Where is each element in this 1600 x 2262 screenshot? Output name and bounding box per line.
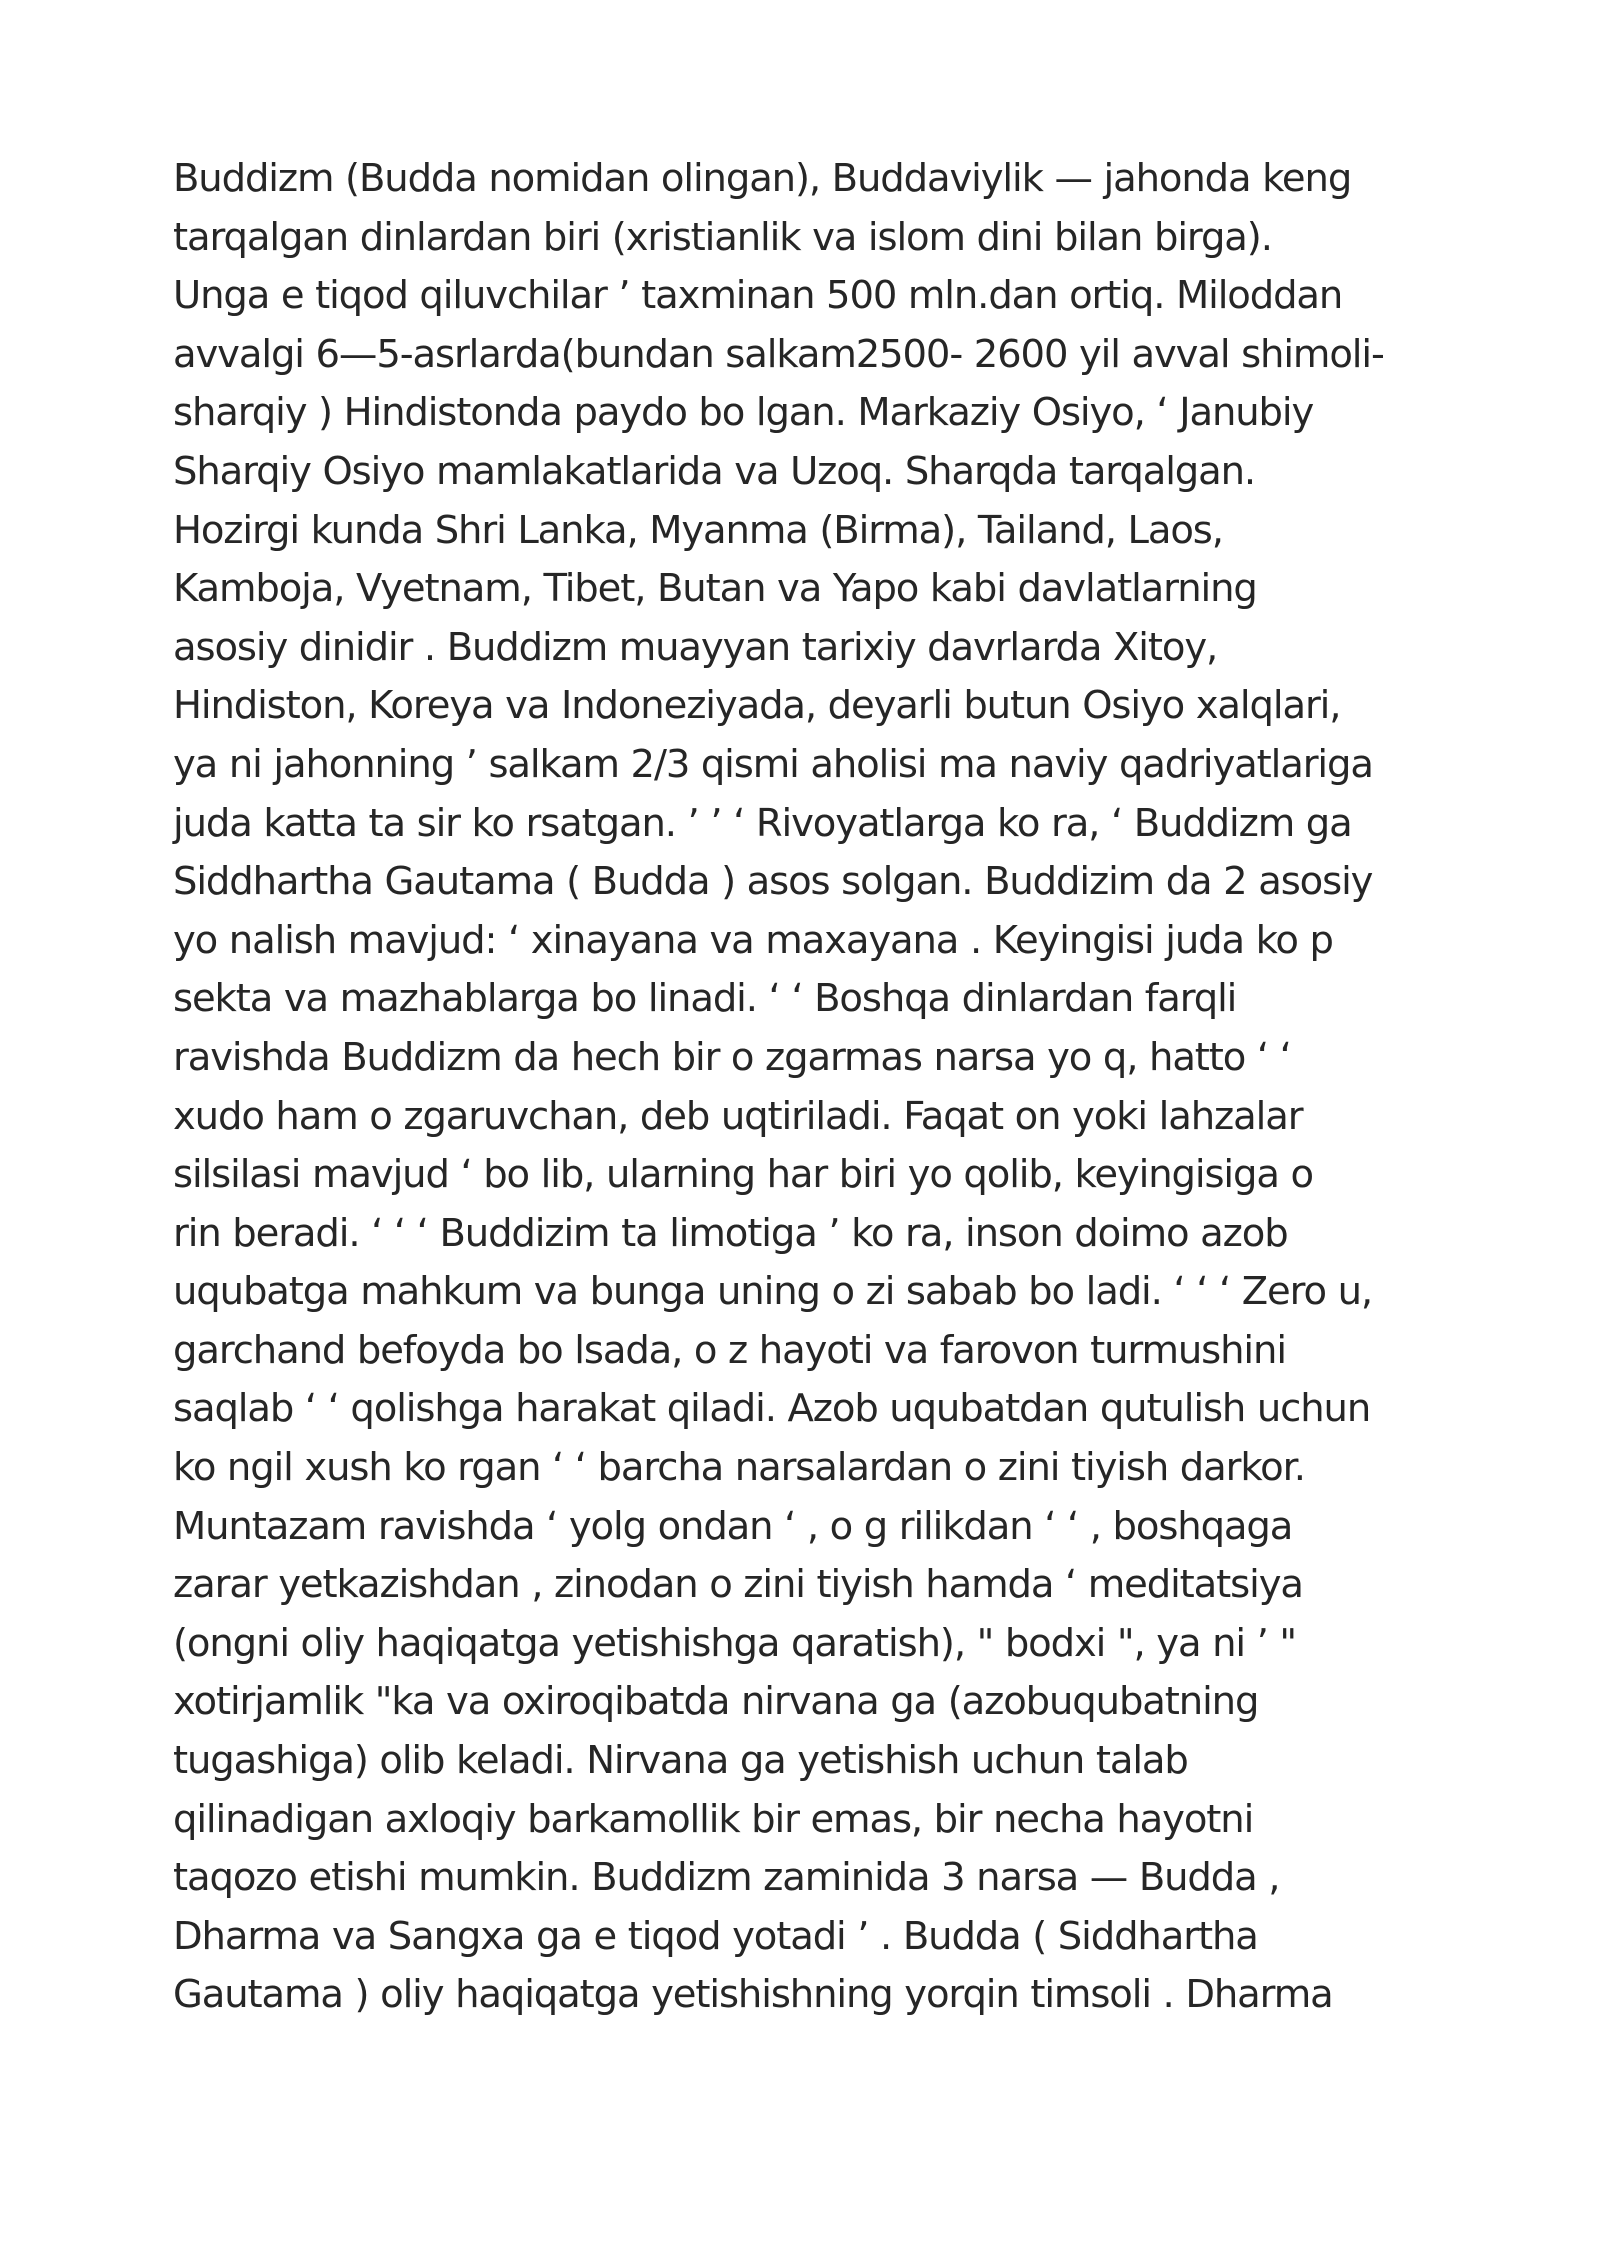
text-line: Sharqiy Osiyo mamlakatlarida va Uzoq. Sharqda tarqalgan. (173, 448, 1256, 494)
text-line: Dharma va Sangxa ga e tiqod yotadi ’ . Budda ( Siddhartha (173, 1913, 1258, 1959)
text-line: ya ni jahonning ’ salkam 2/3 qismi aholisi ma naviy qadriyatlariga (173, 741, 1373, 787)
text-line: rin beradi. ‘ ‘ ‘ Buddizim ta limotiga ’ ko ra, inson doimo azob (173, 1210, 1288, 1256)
text-line: juda katta ta sir ko rsatgan. ’ ’ ‘ Rivoyatlarga ko ra, ‘ Buddizm ga (173, 800, 1352, 846)
text-line: xotirjamlik "ka va oxiroqibatda nirvana ga (azobuqubatning (173, 1679, 1259, 1725)
text-line: taqozo etishi mumkin. Buddizm zaminida 3 narsa — Budda , (173, 1855, 1280, 1901)
text-line: sharqiy ) Hindistonda paydo bo lgan. Markaziy Osiyo, ‘ Janubiy (173, 390, 1314, 436)
text-line: Buddizm (Budda nomidan olingan), Buddaviylik — jahonda keng (173, 156, 1352, 201)
text-line: uqubatga mahkum va bunga uning o zi sabab bo ladi. ‘ ‘ ‘ Zero u, (173, 1269, 1373, 1315)
text-line: ravishda Buddizm da hech bir o zgarmas narsa yo q, hatto ‘ ‘ (173, 1034, 1291, 1080)
text-line: xudo ham o zgaruvchan, deb uqtiriladi. Faqat on yoki lahzalar (173, 1093, 1303, 1139)
text-line: asosiy dinidir . Buddizm muayyan tarixiy davrlarda Xitoy, (173, 624, 1218, 670)
text-line: silsilasi mavjud ‘ bo lib, ularning har biri yo qolib, keyingisiga o (173, 1152, 1313, 1198)
text-line: Muntazam ravishda ‘ yolg ondan ‘ , o g rilikdan ‘ ‘ , boshqaga (173, 1503, 1293, 1549)
text-line: Hindiston, Koreya va Indoneziyada, deyarli butun Osiyo xalqlari, (173, 683, 1341, 729)
text-line: ko ngil xush ko rgan ‘ ‘ barcha narsalardan o zini tiyish darkor. (173, 1445, 1305, 1491)
text-line: avvalgi 6—5-asrlarda(bundan salkam2500- 2600 yil avval shimoli- (173, 331, 1384, 377)
text-line: Gautama ) oliy haqiqatga yetishishning yorqin timsoli . Dharma (173, 1972, 1333, 2018)
text-line: saqlab ‘ ‘ qolishga harakat qiladi. Azob uqubatdan qutulish uchun (173, 1386, 1371, 1432)
text-line: zarar yetkazishdan , zinodan o zini tiyish hamda ‘ meditatsiya (173, 1562, 1303, 1608)
text-line: sekta va mazhablarga bo linadi. ‘ ‘ Boshqa dinlardan farqli (173, 976, 1237, 1022)
text-line: tugashiga) olib keladi. Nirvana ga yetishish uchun talab (173, 1738, 1188, 1784)
text-line: Unga e tiqod qiluvchilar ’ taxminan 500 mln.dan ortiq. Miloddan (173, 273, 1343, 319)
text-line: Siddhartha Gautama ( Budda ) asos solgan. Buddizim da 2 asosiy (173, 859, 1373, 905)
text-line: garchand befoyda bo lsada, o z hayoti va farovon turmushini (173, 1327, 1286, 1373)
text-line: Hozirgi kunda Shri Lanka, Myanma (Birma), Tailand, Laos, (173, 507, 1223, 553)
text-line: qilinadigan axloqiy barkamollik bir emas, bir necha hayotni (173, 1796, 1254, 1842)
body-text (173, 150, 1503, 2025)
text-line: yo nalish mavjud: ‘ xinayana va maxayana . Keyingisi juda ko p (173, 917, 1333, 963)
text-line: Kamboja, Vyetnam, Tibet, Butan va Yapo kabi davlatlarning (173, 566, 1257, 612)
text-line: tarqalgan dinlardan biri (xristianlik va islom dini bilan birga). (173, 214, 1272, 260)
text-line: (ongni oliy haqiqatga yetishishga qaratish), " bodxi ", ya ni ’ " (173, 1620, 1297, 1666)
